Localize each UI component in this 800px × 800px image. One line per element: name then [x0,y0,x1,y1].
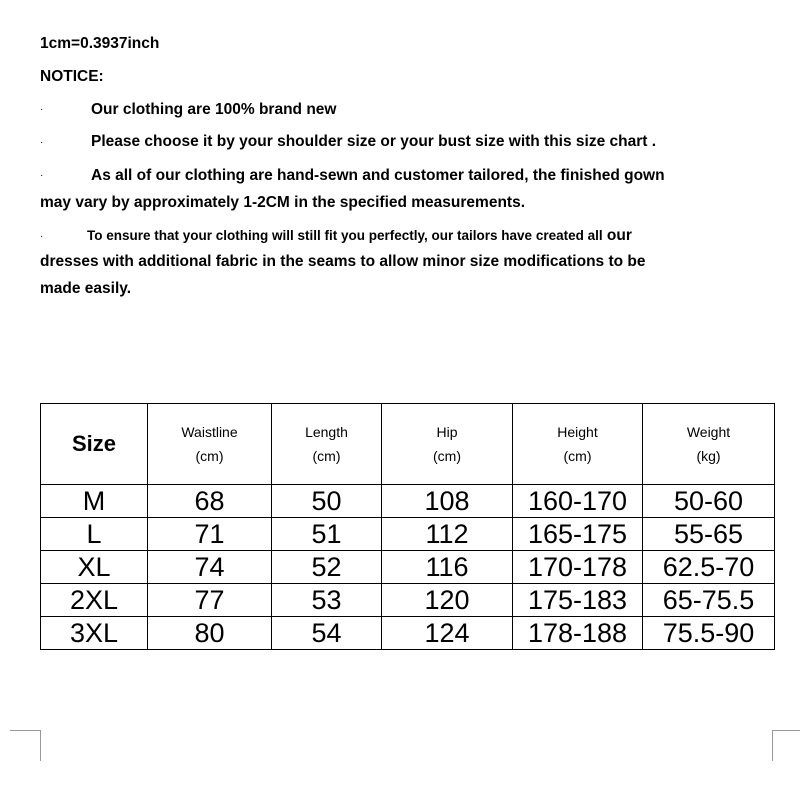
cell-height: 170-178 [513,551,643,584]
notice-item-fit-line1-small: To ensure that your clothing will still fit you perfectly, our tailors have created all [87,228,603,243]
header-waistline-unit: (cm) [195,448,224,464]
cell-weight: 55-65 [643,518,775,551]
table-header-row [41,404,775,485]
cell-height: 178-188 [513,617,643,650]
cell-hip: 120 [382,584,513,617]
bullet-1: · [40,104,44,115]
header-length-unit: (cm) [312,448,341,464]
bullet-3: · [40,170,44,181]
cell-size: 3XL [41,617,148,650]
cell-length: 52 [272,551,382,584]
cell-size: L [41,518,148,551]
cell-size: 2XL [41,584,148,617]
header-weight-unit: (kg) [696,448,721,464]
cell-length: 51 [272,518,382,551]
unit-conversion: 1cm=0.3937inch [40,35,160,52]
header-size-label: Size [71,431,117,456]
cell-hip: 124 [382,617,513,650]
cell-waistline: 68 [148,485,272,518]
notice-item-choose-size: Please choose it by your shoulder size or your bust size with this size chart . [91,133,657,150]
cell-weight: 50-60 [643,485,775,518]
header-height-label: Height [557,424,598,440]
size-chart-table [40,403,775,650]
cell-height: 175-183 [513,584,643,617]
bullet-2: · [40,137,44,148]
header-length [272,404,382,485]
cell-hip: 112 [382,518,513,551]
header-hip-unit: (cm) [433,448,461,464]
cell-hip: 108 [382,485,513,518]
table-row [41,551,775,584]
notice-item-brand-new: Our clothing are 100% brand new [91,101,337,118]
cell-length: 54 [272,617,382,650]
cell-hip: 116 [382,551,513,584]
cell-weight: 62.5-70 [643,551,775,584]
cell-waistline: 71 [148,518,272,551]
table-row [41,617,775,650]
cell-waistline: 77 [148,584,272,617]
cell-length: 50 [272,485,382,518]
cell-weight: 75.5-90 [643,617,775,650]
cell-waistline: 80 [148,617,272,650]
header-hip-label: Hip [436,424,458,440]
cell-height: 165-175 [513,518,643,551]
header-weight [643,404,775,485]
notice-item-hand-sewn-line1: As all of our clothing are hand-sewn and customer tailored, the finished gown [91,167,665,184]
cell-waistline: 74 [148,551,272,584]
header-waistline [148,404,272,485]
header-weight-label: Weight [686,424,731,440]
crop-mark-left [10,730,41,761]
cell-length: 53 [272,584,382,617]
header-height-unit: (cm) [563,448,592,464]
cell-height: 160-170 [513,485,643,518]
table-row [41,518,775,551]
cell-size: XL [41,551,148,584]
table-row [41,485,775,518]
crop-mark-right [772,730,800,761]
header-waistline-label: Waistline [181,424,238,440]
header-height [513,404,643,485]
cell-weight: 65-75.5 [643,584,775,617]
notice-item-fit-line1 [87,227,632,245]
notice-item-fit-line3: made easily. [40,280,132,297]
header-hip [382,404,513,485]
notice-item-hand-sewn-line2: may vary by approximately 1-2CM in the specified measurements. [40,194,525,211]
table-row [41,584,775,617]
notice-item-fit-line1-bold: our [602,227,632,244]
header-length-label: Length [305,424,348,440]
notice-item-fit-line2: dresses with additional fabric in the seams to allow minor size modifications to be [40,253,646,270]
header-size [41,404,148,485]
notice-label: NOTICE: [40,68,104,85]
bullet-4: · [40,231,44,242]
cell-size: M [41,485,148,518]
